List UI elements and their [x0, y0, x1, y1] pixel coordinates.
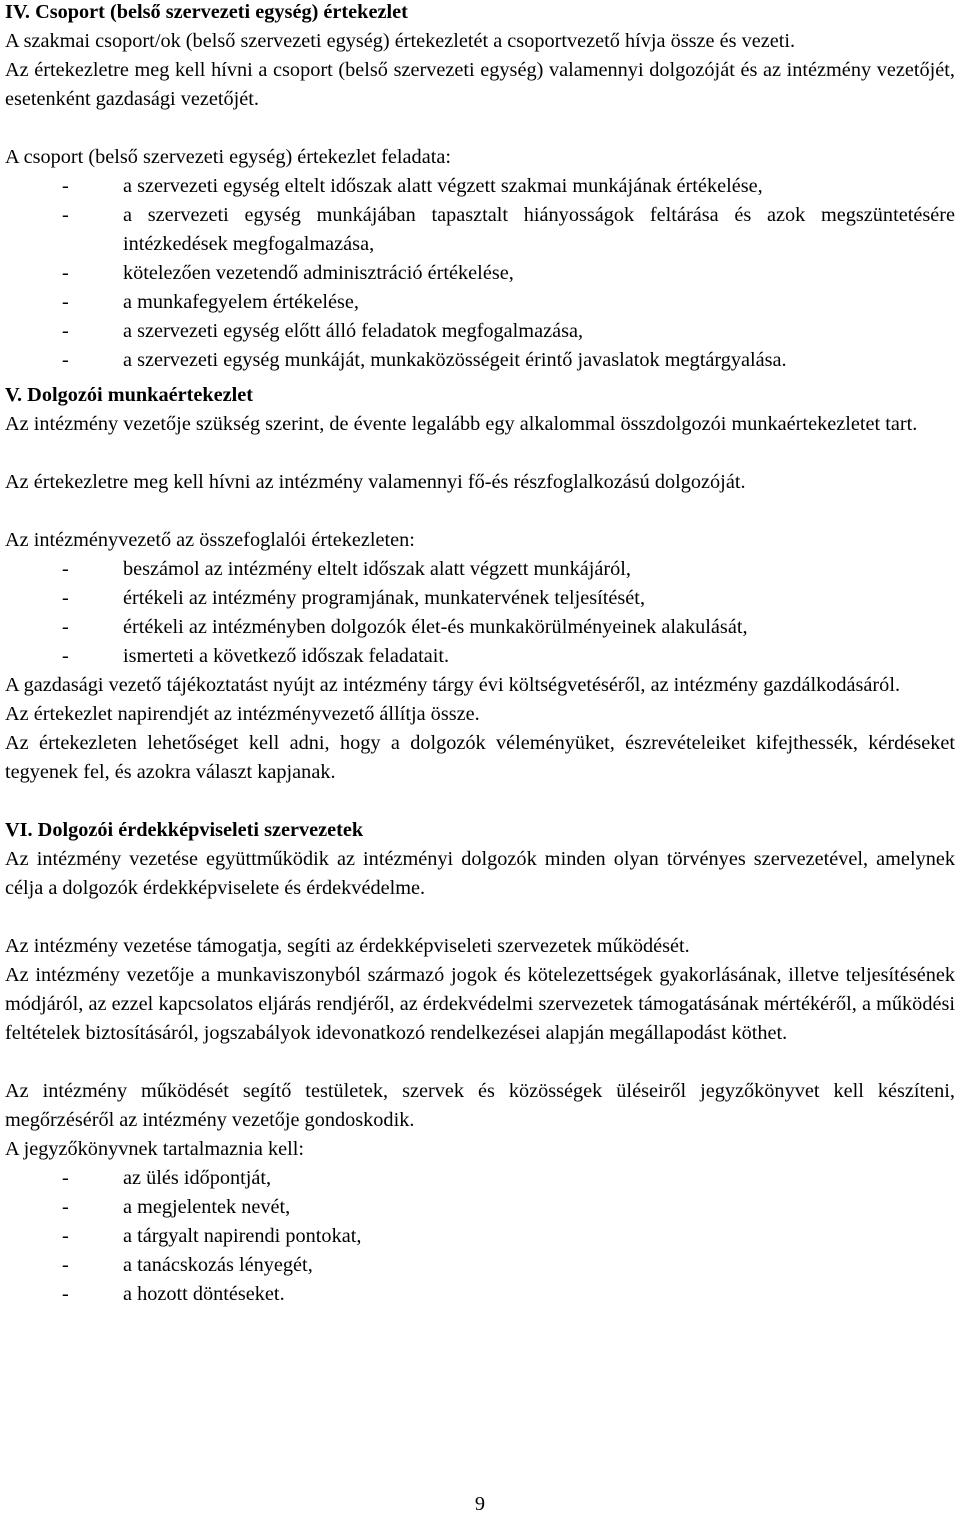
section-6-paragraph-3: Az intézmény vezetője a munkaviszonyból származó jogok és kötelezettségek gyakorlásának, illetve teljesítésének módjáról, az ezzel kapcsolatos eljárás rendjéről, az érdekvédelmi szervezetek támogatásának mértékéről, a működési feltételek biztosításáról, jogszabályok idevonatkozó rendelkezései alapján megállapodást köthet. — [5, 964, 955, 1044]
section-6-list — [5, 1164, 955, 1309]
dash-bullet: - — [62, 587, 69, 609]
list-item-text: ismerteti a következő időszak feladatait. — [123, 645, 450, 667]
dash-bullet: - — [62, 645, 69, 667]
section-5-paragraph-5: Az értekezleten lehetőséget kell adni, hogy a dolgozók véleményüket, észrevételeiket kifejthessék, kérdéseket tegyenek fel, és azokra választ kapjanak. — [5, 732, 955, 783]
section-5-paragraph-1: Az intézmény vezetője szükség szerint, de évente legalább egy alkalommal összdolgozói munkaértekezletet tart. — [5, 413, 918, 435]
list-item-text: a hozott döntéseket. — [123, 1283, 285, 1305]
section-6-list-intro: A jegyzőkönyvnek tartalmaznia kell: — [5, 1138, 305, 1160]
list-item — [5, 584, 955, 613]
list-item-text: kötelezően vezetendő adminisztráció értékelése, — [123, 262, 514, 284]
dash-bullet: - — [62, 1283, 69, 1305]
dash-bullet: - — [62, 349, 69, 371]
section-6-heading: VI. Dolgozói érdekképviseleti szervezetek — [5, 819, 364, 841]
dash-bullet: - — [62, 616, 69, 638]
section-6-paragraph-4: Az intézmény működését segítő testületek, szervek és közösségek üléseiről jegyzőkönyvet kell készíteni, megőrzéséről az intézmény vezetője gondoskodik. — [5, 1080, 955, 1131]
section-5-heading: V. Dolgozói munkaértekezlet — [5, 384, 254, 406]
list-item-text: értékeli az intézmény programjának, munkatervének teljesítését, — [123, 587, 646, 609]
list-item-text: a szervezeti egység munkájában tapasztalt hiányosságok feltárása és azok megszüntetésére intézkedések megfogalmazása, — [123, 204, 955, 255]
section-6-paragraph-1: Az intézmény vezetése együttműködik az intézményi dolgozók minden olyan törvényes szervezetével, amelynek célja a dolgozók érdekképviselete és érdekvédelme. — [5, 848, 955, 899]
list-item-text: a megjelentek nevét, — [123, 1196, 291, 1218]
section-4-heading: IV. Csoport (belső szervezeti egység) értekezlet — [5, 1, 408, 23]
list-item-text: beszámol az intézmény eltelt időszak alatt végzett munkájáról, — [123, 558, 631, 580]
dash-bullet: - — [62, 558, 69, 580]
list-item-text: a szervezeti egység előtt álló feladatok megfogalmazása, — [123, 320, 584, 342]
page-number: 9 — [474, 1493, 486, 1515]
list-item — [5, 1222, 955, 1251]
list-item — [5, 555, 955, 584]
list-item — [5, 613, 955, 642]
list-item — [5, 201, 955, 259]
section-6-paragraph-2: Az intézmény vezetése támogatja, segíti az érdekképviseleti szervezetek működését. — [5, 935, 690, 957]
list-item-text: a szervezeti egység eltelt időszak alatt végzett szakmai munkájának értékelése, — [123, 175, 763, 197]
list-item — [5, 288, 955, 317]
section-5-paragraph-2: Az értekezletre meg kell hívni az intézmény valamennyi fő-és részfoglalkozású dolgozóját. — [5, 471, 746, 493]
list-item — [5, 317, 955, 346]
dash-bullet: - — [62, 262, 69, 284]
list-item-text: az ülés időpontját, — [123, 1167, 272, 1189]
list-item — [5, 1251, 955, 1280]
list-item-text: a szervezeti egység munkáját, munkaközösségeit érintő javaslatok megtárgyalása. — [123, 349, 787, 371]
list-item-text: a tanácskozás lényegét, — [123, 1254, 313, 1276]
list-item-text: a tárgyalt napirendi pontokat, — [123, 1225, 362, 1247]
section-5-list — [5, 555, 955, 671]
list-item — [5, 1280, 955, 1309]
list-item — [5, 1164, 955, 1193]
list-item — [5, 1193, 955, 1222]
list-item — [5, 172, 955, 201]
dash-bullet: - — [62, 1254, 69, 1276]
section-4-list-intro: A csoport (belső szervezeti egység) értekezlet feladata: — [5, 146, 451, 168]
dash-bullet: - — [62, 204, 69, 226]
list-item-text: a munkafegyelem értékelése, — [123, 291, 359, 313]
dash-bullet: - — [62, 175, 69, 197]
section-4-paragraph-1: A szakmai csoport/ok (belső szervezeti egység) értekezletét a csoportvezető hívja össze és vezeti. — [5, 30, 796, 52]
section-4-list — [5, 172, 955, 375]
section-5-paragraph-4: Az értekezlet napirendjét az intézményvezető állítja össze. — [5, 703, 480, 725]
dash-bullet: - — [62, 320, 69, 342]
list-item — [5, 259, 955, 288]
section-5-paragraph-3: A gazdasági vezető tájékoztatást nyújt az intézmény tárgy évi költségvetéséről, az intézmény gazdálkodásáról. — [5, 674, 901, 696]
dash-bullet: - — [62, 1196, 69, 1218]
section-5-list-intro: Az intézményvezető az összefoglalói értekezleten: — [5, 529, 415, 551]
list-item — [5, 642, 955, 671]
list-item-text: értékeli az intézményben dolgozók élet-és munkakörülményeinek alakulását, — [123, 616, 748, 638]
dash-bullet: - — [62, 1225, 69, 1247]
dash-bullet: - — [62, 291, 69, 313]
list-item — [5, 346, 955, 375]
section-4-paragraph-2: Az értekezletre meg kell hívni a csoport (belső szervezeti egység) valamennyi dolgozóját és az intézmény vezetőjét, esetenként gazdasági vezetőjét. — [5, 59, 955, 110]
dash-bullet: - — [62, 1167, 69, 1189]
